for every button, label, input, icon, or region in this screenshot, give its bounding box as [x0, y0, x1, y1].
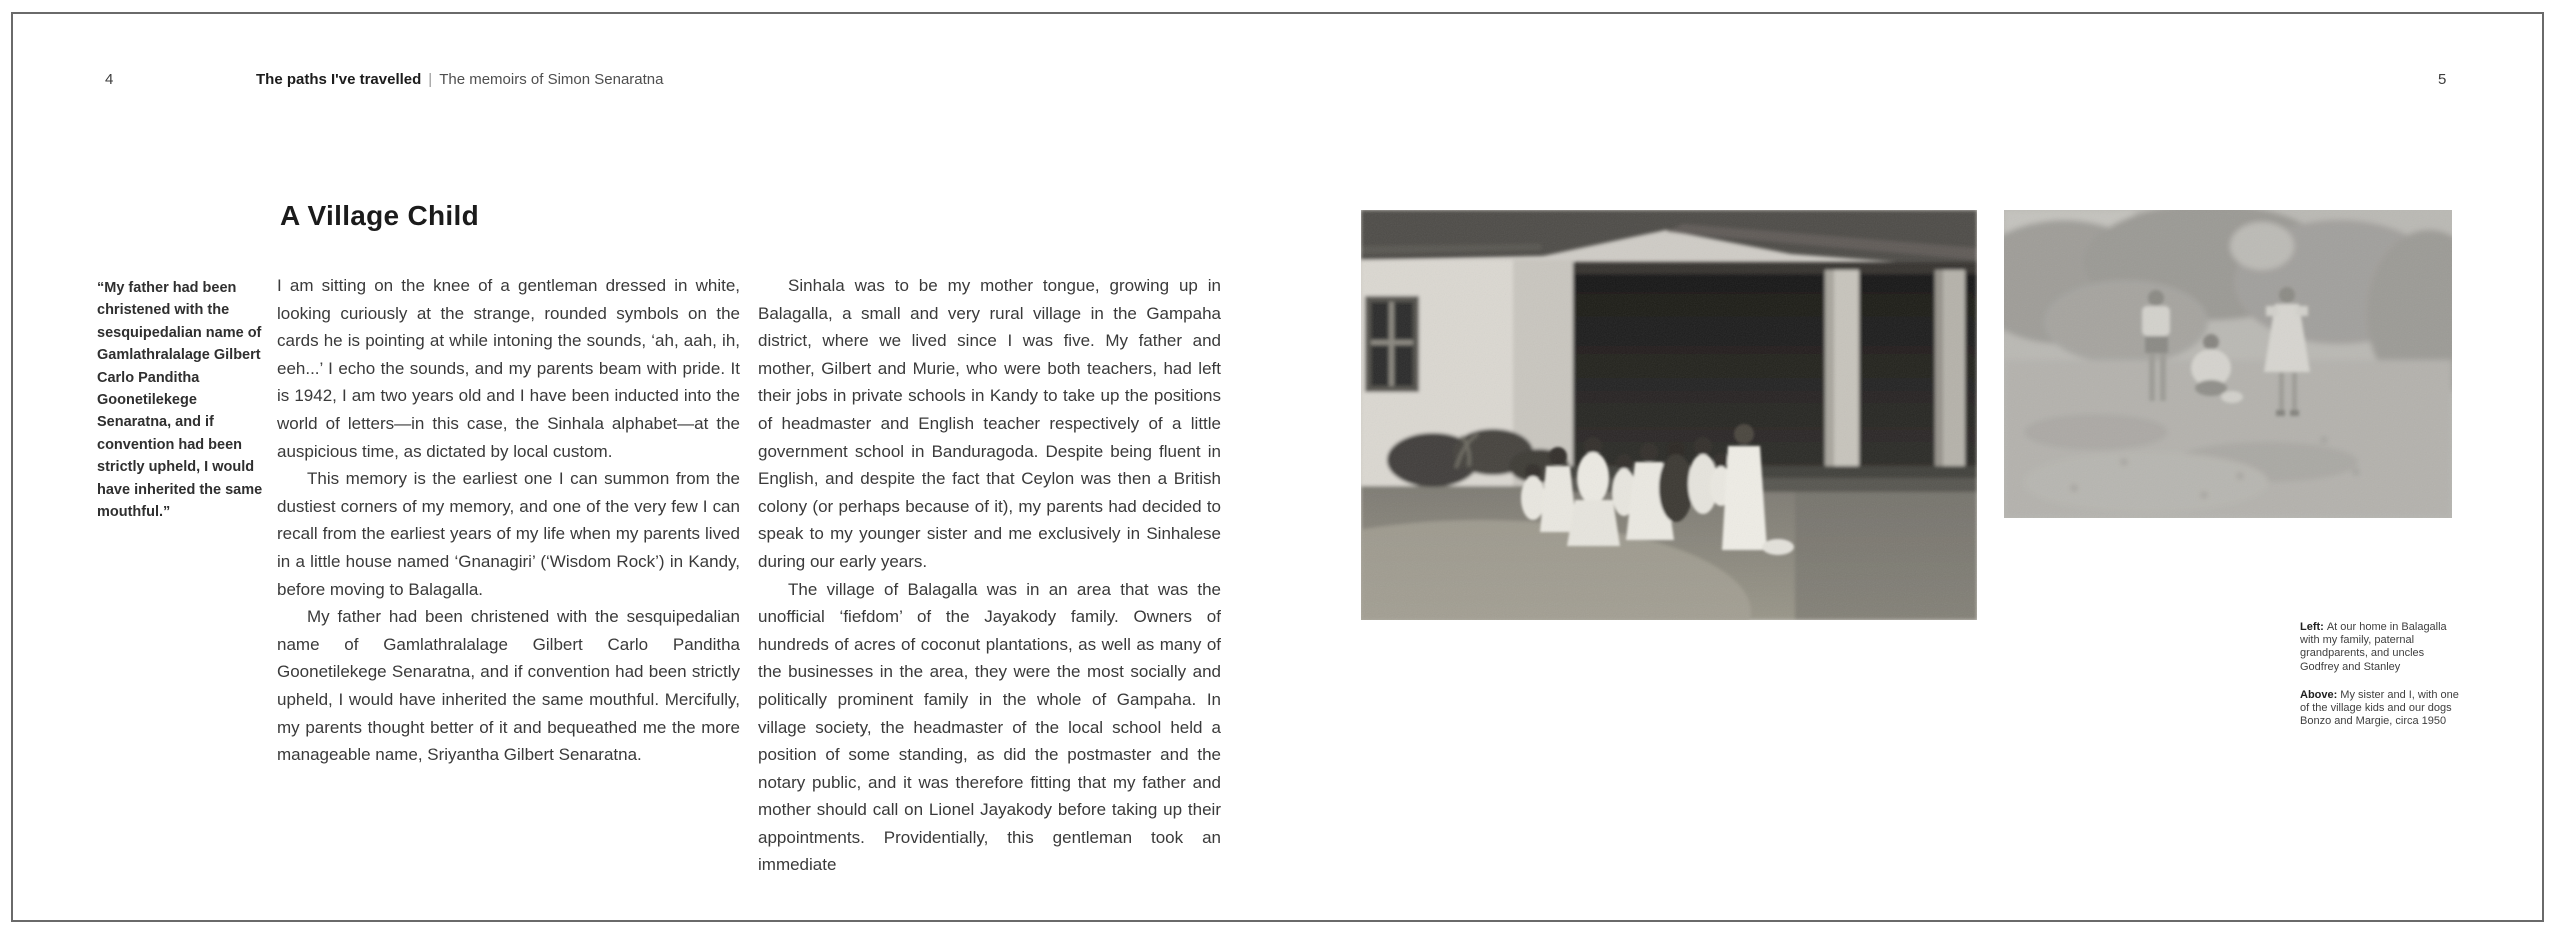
- photo1-grain: [1361, 210, 1977, 620]
- page-number-right: 5: [2438, 71, 2447, 88]
- margin-pull-quote: “My father had been christened with the sesquipedalian name of Gamlathralalage Gilbert Carlo Panditha Goonetilekege Senaratna, and if convention had been strictly upheld, I would have inherited the same mouthful.”: [97, 280, 263, 521]
- caption-lead: Left:: [2300, 621, 2324, 633]
- caption-left-photo: [2300, 621, 2464, 674]
- photo-captions: [2300, 621, 2464, 743]
- running-head: [256, 71, 663, 88]
- running-head-subtitle: The memoirs of Simon Senaratna: [439, 71, 664, 88]
- body-column-2: [758, 272, 1221, 879]
- paragraph: The village of Balagalla was in an area that was the unofficial ‘fiefdom’ of the Jayakody family. Owners of hundreds of acres of coconut plantations, as well as many of the businesses in the area, they were the most socially and politically prominent family in the whole of Gampaha. In village society, the headmaster of the local school held a position of some standing, as did the postmaster and the notary public, and it was therefore fitting that my father and mother should call on Lionel Jayakody before taking up their appointments. Providentially, this gentleman took an immediate: [758, 579, 1221, 875]
- photo2-grain: [2004, 210, 2452, 518]
- paragraph: My father had been christened with the sesquipedalian name of Gamlathralalage Gilbert Carlo Panditha Goonetilekege Senaratna, and if convention had been strictly upheld, I would have inherited the same mouthful. Mercifully, my parents thought better of it and bequeathed me the more manageable name, Sriyantha Gilbert Senaratna.: [277, 607, 740, 765]
- page-number-left: 4: [105, 71, 114, 88]
- photo-family-at-home: [1361, 210, 1977, 620]
- paragraph: Sinhala was to be my mother tongue, growing up in Balagalla, a small and very rural village in the Gampaha district, where we lived since I was five. My father and mother, Gilbert and Murie, who were both teachers, had left their jobs in private schools in Kandy to take up the positions of headmaster and English teacher respectively of a little government school in Banduragoda. Despite being fluent in English, and despite the fact that Ceylon was then a British colony (or perhaps because of it), my parents had decided to speak to my younger sister and me exclusively in Sinhalese during our early years.: [758, 276, 1221, 571]
- page-sheet: [11, 12, 2544, 922]
- body-column-1: [277, 272, 740, 769]
- running-head-book-title: The paths I've travelled: [256, 71, 422, 88]
- running-head-separator: |: [428, 71, 433, 88]
- paragraph: I am sitting on the knee of a gentleman dressed in white, looking curiously at the strange, rounded symbols on the cards he is pointing at while intoning the sounds, ‘ah, aah, ih, eeh...’ I echo the sounds, and my parents beam with pride. It is 1942, I am two years old and I have been inducted into the world of letters—in this case, the Sinhala alphabet—at the auspicious time, as dictated by local custom.: [277, 276, 740, 461]
- caption-text: My sister and I, with one of the village kids and our dogs Bonzo and Margie, circa 1950: [2300, 688, 2459, 728]
- caption-text: At our home in Balagalla with my family, paternal grandparents, and uncles Godfrey and Stanley: [2300, 621, 2447, 673]
- paragraph: This memory is the earliest one I can summon from the dustiest corners of my memory, and one of the very few I can recall from the earliest years of my life when my parents lived in a little house named ‘Gnanagiri’ (‘Wisdom Rock’) in Kandy, before moving to Balagalla.: [277, 469, 740, 599]
- photo-children-outdoors: [2004, 210, 2452, 518]
- caption-lead: Above:: [2300, 688, 2338, 701]
- caption-above-photo: [2300, 689, 2464, 729]
- chapter-title: A Village Child: [280, 200, 479, 231]
